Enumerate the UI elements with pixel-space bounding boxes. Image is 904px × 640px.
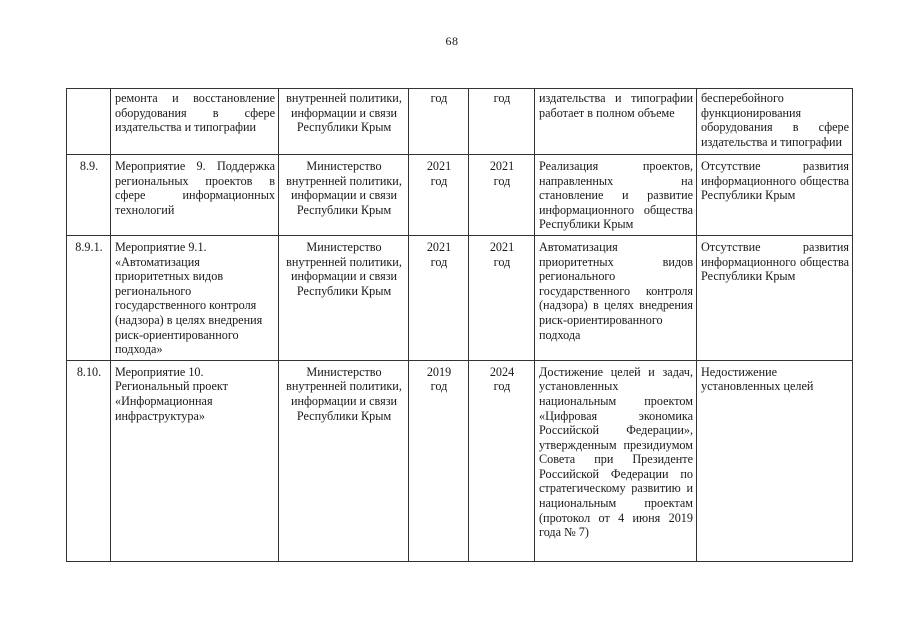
start-year-cell-text: 2021 год [426, 159, 452, 188]
expected-result-cell [535, 235, 697, 360]
end-year-cell-text: 2021 год [489, 239, 515, 269]
start-year-cell [409, 155, 469, 236]
executor-cell-text: внутренней политики, информации и связи Республики Крым [286, 91, 402, 135]
end-year-cell-text: год [493, 91, 511, 105]
expected-result-cell [535, 89, 697, 155]
table-row [67, 89, 853, 155]
consequence-cell-text: Недостижение установленных целей [701, 364, 814, 394]
expected-result-cell-text: Автоматизация приоритетных видов регионального государственного контроля (надзора) в целях внедрения риск-ориентированного подхода [539, 239, 693, 342]
table-body [67, 89, 853, 562]
measure-name-cell [111, 360, 279, 561]
expected-result-cell-text: Реализация проектов, направленных на становление и развитие информационного общества Республики Крым [539, 159, 693, 232]
consequence-cell-text: Отсутствие развития информационного общества Республики Крым [701, 239, 849, 284]
executor-cell-text: Министерство внутренней политики, информации и связи Республики Крым [286, 239, 402, 298]
table-row [67, 360, 853, 561]
expected-result-cell [535, 360, 697, 561]
executor-cell [279, 235, 409, 360]
start-year-cell-text: 2019 год [426, 364, 452, 394]
consequence-cell [697, 155, 853, 236]
row-number-cell [67, 360, 111, 561]
measure-name-cell-text: Мероприятие 9.1. «Автоматизация приоритетных видов регионального государственного контроля (надзора) в целях внедрения риск-ориентированного подхода» [115, 239, 263, 357]
executor-cell [279, 89, 409, 155]
end-year-cell [469, 89, 535, 155]
row-number-cell-text: 8.9.1. [75, 239, 103, 254]
measure-name-cell [111, 89, 279, 155]
start-year-cell [409, 235, 469, 360]
measure-name-cell-text: Мероприятие 9. Поддержка региональных проектов в сфере информационных технологий [115, 159, 275, 217]
executor-cell [279, 155, 409, 236]
expected-result-cell-text: издательства и типографии работает в полном объеме [539, 91, 693, 120]
end-year-cell-text: 2024 год [489, 364, 515, 394]
end-year-cell-text: 2021 год [489, 159, 515, 188]
row-number-cell [67, 89, 111, 155]
executor-cell-text: Министерство внутренней политики, информации и связи Республики Крым [286, 159, 402, 217]
end-year-cell [469, 235, 535, 360]
consequence-cell [697, 235, 853, 360]
measure-name-cell [111, 235, 279, 360]
row-number-cell [67, 155, 111, 236]
table-row [67, 155, 853, 236]
start-year-cell-text: год [430, 91, 448, 105]
expected-result-cell [535, 155, 697, 236]
end-year-cell [469, 155, 535, 236]
end-year-cell [469, 360, 535, 561]
executor-cell-text: Министерство внутренней политики, информации и связи Республики Крым [286, 364, 402, 423]
start-year-cell [409, 89, 469, 155]
consequence-cell [697, 89, 853, 155]
table-row [67, 235, 853, 360]
page-number: 68 [445, 34, 459, 48]
measures-table [66, 88, 853, 562]
row-number-cell [67, 235, 111, 360]
start-year-cell [409, 360, 469, 561]
consequence-cell-text: бесперебойного функционирования оборудования в сфере издательства и типографии [701, 91, 849, 149]
measure-name-cell [111, 155, 279, 236]
consequence-cell-text: Отсутствие развития информационного общества Республики Крым [701, 159, 849, 203]
expected-result-cell-text: Достижение целей и задач, установленных национальным проектом «Цифровая экономика Российской Федерации», утвержденным президиумом Совета при Президенте Российской Федерации по стратегическому развитию и национальным проектам (протокол от 4 июня 2019 года № 7) [539, 364, 693, 540]
start-year-cell-text: 2021 год [426, 239, 452, 269]
measure-name-cell-text: Мероприятие 10. Региональный проект «Информационная инфраструктура» [115, 364, 228, 423]
row-number-cell-text: 8.9. [79, 159, 99, 173]
row-number-cell-text: 8.10. [76, 364, 102, 379]
consequence-cell [697, 360, 853, 561]
measure-name-cell-text: ремонта и восстановление оборудования в сфере издательства и типографии [115, 91, 275, 135]
executor-cell [279, 360, 409, 561]
